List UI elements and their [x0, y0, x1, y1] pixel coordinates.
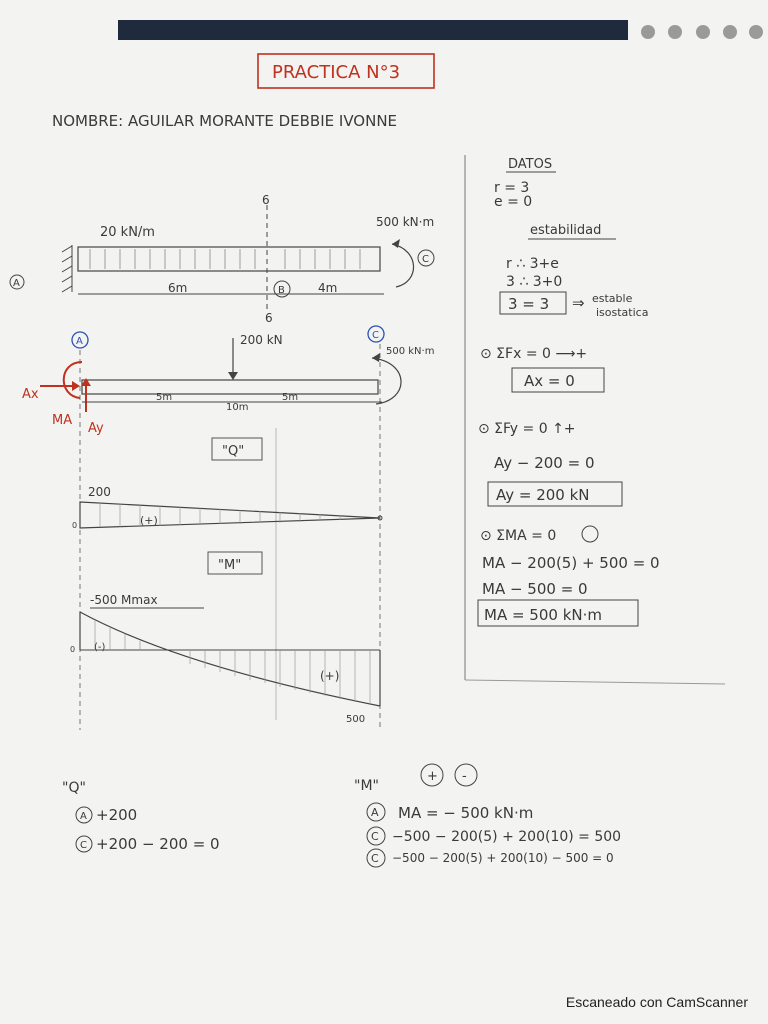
shear-sign: (+): [140, 514, 158, 527]
summary-q-line2: +200 − 200 = 0: [96, 835, 220, 853]
shear-hatch: [100, 503, 340, 527]
datos-rel1: r ∴ 3+e: [506, 256, 559, 272]
spiral-rings: [641, 25, 763, 39]
datos-isostatica: isostatica: [596, 306, 649, 319]
page-title: PRACTICA N°3: [272, 62, 401, 83]
datos-heading: DATOS: [508, 157, 553, 172]
datos-arrow: ⇒: [572, 294, 585, 312]
reaction-ay-label: Ay: [88, 421, 104, 436]
reaction-ax-arrowhead: [72, 381, 80, 391]
summary-q-label: "Q": [62, 780, 86, 796]
summary-m-minus: -: [462, 769, 467, 784]
summary-m-line3: −500 − 200(5) + 200(10) − 500 = 0: [392, 851, 614, 865]
fbd-moment-label: 500 kN·m: [386, 346, 435, 357]
summary-q-line2-marker: C: [80, 840, 87, 851]
student-name: NOMBRE: AGUILAR MORANTE DEBBIE IVONNE: [52, 112, 398, 130]
eq-fx-head: ⊙ ΣFx = 0 ⟶+: [480, 346, 588, 362]
fbd-moment-arrow: [372, 358, 401, 404]
moment-zero-left: 0: [70, 645, 76, 654]
point-load-label: 200 kN: [240, 333, 283, 347]
datos-estable: estable: [592, 292, 633, 305]
span-right-label: 4m: [318, 281, 338, 295]
binding-strip: [118, 20, 628, 40]
reaction-ax-label: Ax: [22, 387, 39, 402]
summary-m-line3-marker: C: [371, 852, 379, 865]
moment-hatch: [95, 620, 370, 704]
moment-diagram-curve: [80, 612, 380, 706]
span-left-label: 6m: [168, 281, 188, 295]
summary-q-line1: +200: [96, 806, 138, 824]
moment-bottom-value: 500: [346, 714, 366, 725]
datos-rel2: 3 ∴ 3+0: [506, 274, 563, 290]
moment-label: "M": [218, 558, 242, 573]
moment-sign-neg: (-): [94, 642, 106, 653]
problem-marker: A: [13, 278, 20, 289]
reaction-moment-arrow: [64, 362, 82, 398]
shear-value-label: 200: [88, 485, 111, 499]
eq-fy-result: Ay = 200 kN: [496, 486, 590, 504]
shear-zero-left: 0: [72, 521, 78, 530]
datos-r: r = 3: [494, 180, 530, 196]
summary-m-line2: −500 − 200(5) + 200(10) = 500: [392, 829, 622, 845]
summary-q-line1-marker: A: [80, 811, 87, 822]
span-marker: B: [278, 285, 285, 296]
moment-marker: C: [422, 254, 429, 265]
eq-ma-head: ⊙ ΣMA = 0: [480, 528, 557, 544]
eq-fy-head: ⊙ ΣFy = 0 ↑+: [478, 421, 576, 437]
moment-value-label: -500 Mmax: [90, 593, 158, 607]
fbd-span-total: 10m: [226, 402, 249, 413]
fbd-moment-arrowhead: [372, 353, 380, 362]
section-bottom-label: 6: [265, 311, 273, 325]
summary-m-plus: +: [427, 769, 438, 784]
problem-beam: [78, 247, 380, 271]
distributed-load-label: 20 kN/m: [100, 225, 155, 240]
eq-fx-result: Ax = 0: [524, 372, 575, 390]
datos-result: 3 = 3: [508, 295, 550, 313]
reaction-ma-label: MA: [52, 413, 73, 428]
fbd-marker-a: A: [76, 336, 83, 347]
shear-diagram-area: [80, 502, 380, 528]
scanner-footer: Escaneado con CamScanner: [565, 994, 748, 1010]
moment-sign-pos: (+): [320, 669, 340, 683]
shear-label: "Q": [222, 444, 245, 459]
fbd-beam: [82, 380, 378, 394]
fbd-span-right: 5m: [282, 392, 299, 403]
column-bottom-rule: [465, 680, 725, 684]
applied-moment-arrow: [392, 244, 414, 287]
eq-ma-line2: MA − 500 = 0: [482, 580, 588, 598]
ccw-moment-sign-icon: [582, 526, 598, 542]
eq-ma-result: MA = 500 kN·m: [484, 606, 602, 624]
fbd-span-left: 5m: [156, 392, 173, 403]
eq-fy-line: Ay − 200 = 0: [494, 454, 595, 472]
datos-estabilidad: estabilidad: [530, 223, 602, 238]
summary-m-line2-marker: C: [371, 830, 379, 843]
point-load-arrowhead: [228, 372, 238, 380]
summary-m-line1-marker: A: [371, 806, 379, 819]
datos-e: e = 0: [494, 194, 533, 210]
applied-moment-label: 500 kN·m: [376, 215, 435, 229]
summary-m-line1: MA = − 500 kN·m: [398, 804, 534, 822]
eq-ma-line1: MA − 200(5) + 500 = 0: [482, 554, 660, 572]
fbd-marker-c: C: [372, 330, 379, 341]
fixed-support: [62, 245, 72, 292]
section-top-label: 6: [262, 193, 270, 207]
summary-m-label: "M": [354, 778, 379, 794]
distributed-load-hatch: [90, 249, 360, 269]
